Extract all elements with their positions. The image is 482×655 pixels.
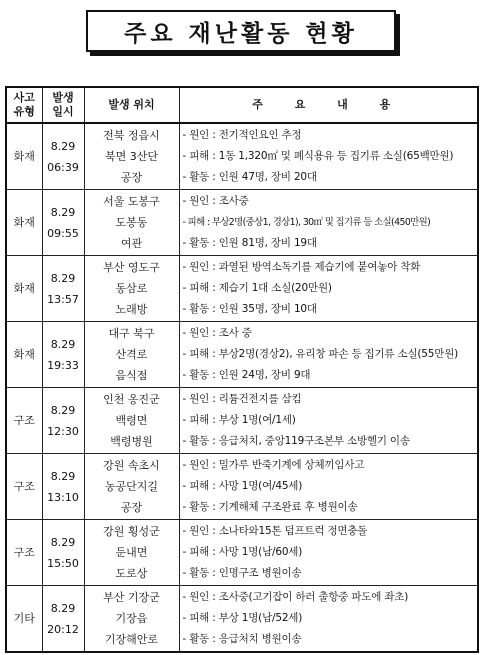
occurrence-date: 8.29 — [50, 139, 76, 153]
cause-line: - 원인 : 과열된 방역소독기를 제습기에 붙여놓아 착화 — [182, 261, 421, 273]
damage-line: - 피해 : 부상2명(경상2), 유리창 파손 등 집기류 소실(55만원) — [182, 348, 459, 360]
incident-type-cell: 화재 — [6, 256, 42, 322]
location-cell — [84, 454, 179, 520]
occurrence-clock: 12:30 — [47, 424, 79, 438]
location-cell — [84, 322, 179, 388]
location-line: 북면 3산단 — [105, 150, 158, 163]
occurrence-clock: 15:50 — [47, 556, 79, 570]
occurrence-date: 8.29 — [50, 535, 76, 549]
occurrence-time-cell — [42, 388, 84, 454]
location-cell — [84, 520, 179, 586]
location-line: 부산 영도구 — [103, 261, 160, 274]
occurrence-time-cell — [42, 454, 84, 520]
cause-line: - 원인 : 밀가루 반죽기계에 상체끼임사고 — [182, 459, 365, 471]
header-type-line-1: 사고 — [13, 91, 35, 104]
details-cell — [179, 388, 478, 454]
damage-line: - 피해 : 부상 1명(남/52세) — [182, 612, 303, 624]
cause-line: - 원인 : 조사 중 — [182, 327, 252, 339]
activity-line: - 활동 : 인원 35명, 장비 10대 — [182, 303, 317, 315]
incident-type-cell: 화재 — [6, 322, 42, 388]
location-line: 부산 기장군 — [103, 591, 160, 604]
location-line: 기장읍 — [115, 612, 148, 625]
damage-line: - 피해 : 부상 1명(여/1세) — [182, 414, 296, 426]
incident-type-cell: 기타 — [6, 586, 42, 653]
occurrence-date: 8.29 — [50, 271, 76, 285]
cause-line: - 원인 : 조사중 — [182, 195, 249, 207]
incident-type-cell: 구조 — [6, 520, 42, 586]
occurrence-time-cell — [42, 586, 84, 653]
location-line: 음식점 — [115, 369, 148, 382]
cause-line: - 원인 : 조사중(고기잡이 하러 출항중 파도에 좌초) — [182, 591, 409, 603]
occurrence-time-cell — [42, 190, 84, 256]
table-row — [6, 123, 478, 190]
occurrence-time-cell — [42, 322, 84, 388]
occurrence-time-cell — [42, 123, 84, 190]
location-line: 강원 속초시 — [103, 459, 160, 472]
table-row — [6, 388, 478, 454]
location-line: 농공단지길 — [104, 480, 159, 493]
location-line: 산격로 — [115, 348, 148, 361]
location-line: 인천 옹진군 — [103, 393, 160, 406]
location-cell — [84, 256, 179, 322]
location-line: 백령병원 — [110, 435, 153, 448]
disaster-activity-table — [5, 86, 479, 653]
location-line: 전북 정읍시 — [103, 129, 160, 142]
occurrence-time-cell — [42, 256, 84, 322]
occurrence-clock: 09:55 — [47, 226, 79, 240]
location-line: 공장 — [120, 171, 143, 184]
cause-line: - 원인 : 전기적인요인 추정 — [182, 129, 302, 141]
incident-type-cell: 구조 — [6, 454, 42, 520]
document-title: 주요 재난활동 현황 — [86, 10, 396, 52]
cause-line: - 원인 : 리튬건전지를 삼킴 — [182, 393, 302, 405]
activity-line: - 활동 : 인원 81명, 장비 19대 — [182, 237, 317, 249]
header-time-line-1: 발생 — [52, 91, 74, 104]
activity-line: - 활동 : 인명구조 병원이송 — [182, 567, 302, 579]
location-line: 도봉동 — [115, 216, 148, 229]
occurrence-date: 8.29 — [50, 469, 76, 483]
location-line: 여관 — [120, 237, 143, 250]
table-row — [6, 256, 478, 322]
location-line: 대구 북구 — [108, 327, 155, 340]
location-line: 백령면 — [115, 414, 148, 427]
activity-line: - 활동 : 기계해체 구조완료 후 병원이송 — [182, 501, 358, 513]
details-cell — [179, 322, 478, 388]
header-incident-type — [6, 87, 42, 123]
header-location: 발생 위치 — [84, 87, 179, 123]
occurrence-clock: 20:12 — [47, 622, 79, 636]
damage-line: - 피해 : 사망 1명(남/60세) — [182, 546, 303, 558]
activity-line: - 활동 : 응급처치 병원이송 — [182, 633, 302, 645]
header-main-content: 주 요 내 용 — [179, 87, 478, 123]
table-row — [6, 190, 478, 256]
damage-line: - 피해 : 사망 1명(여/45세) — [182, 480, 303, 492]
details-cell — [179, 586, 478, 653]
occurrence-time-cell — [42, 520, 84, 586]
location-line: 강원 횡성군 — [103, 525, 160, 538]
table-row — [6, 322, 478, 388]
occurrence-date: 8.29 — [50, 403, 76, 417]
location-line: 서울 도봉구 — [103, 195, 160, 208]
occurrence-clock: 13:10 — [47, 490, 79, 504]
location-line: 동삼로 — [115, 282, 148, 295]
damage-line: - 피해 : 제습기 1대 소실(20만원) — [182, 282, 332, 294]
location-cell — [84, 123, 179, 190]
table-row — [6, 586, 478, 653]
header-type-line-2: 유형 — [13, 105, 35, 118]
damage-line: - 피해 : 1동 1,320㎡ 및 폐식용유 등 집기류 소실(65백만원) — [182, 150, 454, 162]
details-cell — [179, 454, 478, 520]
location-cell — [84, 586, 179, 653]
incident-type-cell: 화재 — [6, 123, 42, 190]
header-time-line-2: 일시 — [52, 105, 74, 118]
activity-line: - 활동 : 응급처치, 중앙119구조본부 소방헬기 이송 — [182, 435, 410, 447]
occurrence-date: 8.29 — [50, 337, 76, 351]
details-cell — [179, 123, 478, 190]
occurrence-date: 8.29 — [50, 601, 76, 615]
table-body — [6, 123, 478, 652]
header-occurrence-time — [42, 87, 84, 123]
location-line: 도로상 — [115, 567, 148, 580]
cause-line: - 원인 : 소나타와15톤 덤프트럭 정면충돌 — [182, 525, 368, 537]
table-row — [6, 454, 478, 520]
activity-line: - 활동 : 인원 47명, 장비 20대 — [182, 171, 317, 183]
details-cell — [179, 256, 478, 322]
location-cell — [84, 388, 179, 454]
location-line: 기장해안로 — [104, 633, 159, 646]
location-cell — [84, 190, 179, 256]
location-line: 노래방 — [115, 303, 148, 316]
occurrence-clock: 13:57 — [47, 292, 79, 306]
damage-line: - 피해 : 부상2명(중상1, 경상1), 30㎡ 및 집기류 등 소실(450만원) — [182, 217, 431, 228]
activity-line: - 활동 : 인원 24명, 장비 9대 — [182, 369, 311, 381]
table-header-row — [6, 87, 478, 123]
table-row — [6, 520, 478, 586]
location-line: 둔내면 — [115, 546, 148, 559]
location-line: 공장 — [120, 501, 143, 514]
occurrence-clock: 06:39 — [47, 160, 79, 174]
details-cell — [179, 520, 478, 586]
incident-type-cell: 구조 — [6, 388, 42, 454]
occurrence-date: 8.29 — [50, 205, 76, 219]
incident-type-cell: 화재 — [6, 190, 42, 256]
occurrence-clock: 19:33 — [47, 358, 79, 372]
details-cell — [179, 190, 478, 256]
